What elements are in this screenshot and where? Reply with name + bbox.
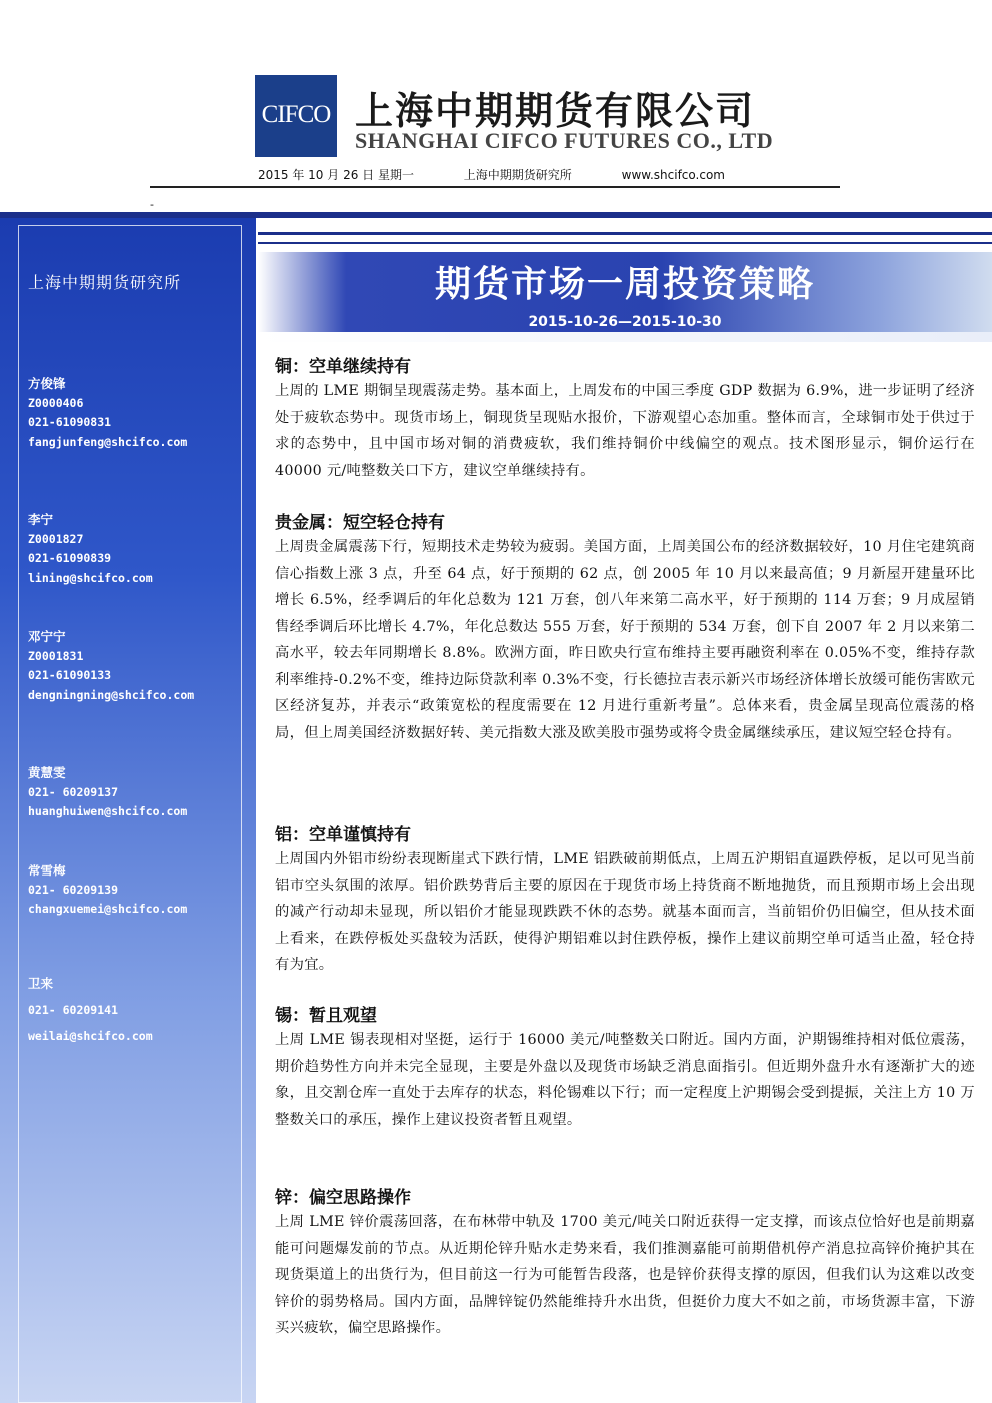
contact-phone: 021- 60209141 [28, 1002, 119, 1017]
contact-card [28, 861, 187, 920]
contact-name: 卫来 [28, 976, 54, 991]
contact-card [28, 974, 153, 1047]
section-heading: 铜：空单继续持有 [275, 357, 411, 377]
logo-text: CIFCO [261, 101, 331, 128]
company-logo [255, 75, 337, 157]
report-date: 2015 年 10 月 26 日 星期一 [258, 168, 414, 182]
contact-name: 李宁 [28, 512, 54, 527]
contact-email[interactable]: changxuemei@shcifco.com [28, 902, 188, 916]
contact-id: Z0001831 [28, 648, 84, 663]
report-date-range: 2015-10-26—2015-10-30 [528, 314, 722, 330]
sidebar-title: 上海中期期货研究所 [28, 273, 182, 292]
report-title: 期货市场一周投资策略 [434, 264, 815, 305]
section-body: 上周 LME 锡表现相对坚挺，运行于 16000 美元/吨整数关口附近。国内方面，沪期锡维持相对低位震荡，期价趋势性方向并未完全显现，主要是外盘以及现货市场缺乏消息面指引。但近期外盘升水有逐渐扩大的迹象，且交割仓库一直处于去库存的状态，料伦锡难以下行；而一定程度上沪期锡会受到提振，关注上方 10 万整数关口的承压，操作上建议投资者暂且观望。 [275, 1032, 975, 1128]
section-tin [275, 1005, 975, 1133]
header-info-line [258, 166, 735, 183]
contact-phone: 021- 60209139 [28, 882, 119, 897]
section-precious-metals [275, 512, 975, 746]
contact-card [28, 763, 187, 822]
institute-name: 上海中期期货研究所 [463, 168, 572, 182]
contact-phone: 021- 60209137 [28, 784, 119, 799]
contact-card [28, 627, 194, 705]
section-zinc [275, 1187, 975, 1342]
contact-card [28, 374, 187, 452]
contact-email[interactable]: dengningning@shcifco.com [28, 687, 195, 702]
header-divider [150, 186, 840, 188]
contact-email[interactable]: fangjunfeng@shcifco.com [28, 434, 188, 449]
section-body: 上周贵金属震荡下行，短期技术走势较为疲弱。美国方面，上周美国公布的经济数据较好，10 月住宅建筑商信心指数上涨 3 点，升至 64 点，好于预期的 62 点，创 2005 年 10 月以来最高值；9 月新屋开建量环比增长 6.5%，经季调后的年化总数为 121 万套，创八年来第二高水平，好于预期的 114 万套；9 月成屋销售经季调后环比增长 4.7%，年化总数达 555 万套，好于预期的 534 万套，创下自 2007 年 2 月以来第二高水平，较去年同期增长 8.8%。欧洲方面，昨日欧央行宣布维持主要再融资利率在 0.05%不变，维持存款利率维持-0.2%不变，维持边际贷款利率 0.3%不变，行长德拉吉表示新兴市场经济体增长放缓可能伤害欧元区经济复苏，并表示“政策宽松的程度需要在 12 月进行重新考量”。总体来看，贵金属呈现高位震荡的格局，但上周美国经济数据好转、美元指数大涨及欧美股市强势或将令贵金属继续承压，建议短空轻仓持有。 [275, 539, 975, 741]
contact-email[interactable]: huanghuiwen@shcifco.com [28, 804, 188, 818]
contact-name: 常雪梅 [28, 863, 66, 878]
sidebar-divider [256, 218, 258, 1403]
title-rule-second [258, 242, 992, 244]
section-heading: 锡：暂且观望 [275, 1006, 377, 1026]
contact-id: Z0001827 [28, 531, 84, 546]
company-name-en: SHANGHAI CIFCO FUTURES CO., LTD [355, 128, 774, 153]
contact-phone: 021-61090839 [28, 551, 112, 565]
contact-name: 方俊锋 [28, 376, 66, 391]
contact-name: 邓宁宁 [28, 629, 66, 644]
title-band-shadow [258, 332, 992, 342]
section-body: 上周国内外铝市纷纷表现断崖式下跌行情，LME 铝跌破前期低点，上周五沪期铝直逼跌停板，足以可见当前铝市空头氛围的浓厚。铝价跌势背后主要的原因在于现货市场上持货商不断地抛货，而且预期市场上会出现的减产行动却未显现，所以铝价才能显现跌跌不休的态势。就基本面而言，当前铝价仍旧偏空，但从技术面上看来，在跌停板处买盘较为活跃，使得沪期铝难以封住跌停板，操作上建议前期空单可适当止盈，轻仓持有为宜。 [275, 851, 975, 973]
section-aluminum [275, 824, 975, 979]
header-dash: - [150, 198, 154, 211]
contact-phone: 021-61090133 [28, 668, 112, 682]
contact-email[interactable]: weilai@shcifco.com [28, 1029, 153, 1043]
contact-name: 黄慧雯 [28, 765, 66, 780]
section-body: 上周 LME 锌价震荡回落，在布林带中轨及 1700 美元/吨关口附近获得一定支撑，而该点位恰好也是前期嘉能可问题爆发前的节点。从近期伦锌升贴水走势来看，我们推测嘉能可前期借机停产消息拉高锌价掩护其在现货渠道上的出货行为，但目前这一行为可能暂告段落，也是锌价获得支撑的原因，但我们认为这难以改变锌价的弱势格局。国内方面，品牌锌锭仍然能维持升水出货，但挺价力度大不如之前，市场货源丰富，下游买兴疲软，偏空思路操作。 [275, 1214, 975, 1336]
contact-email[interactable]: lining@shcifco.com [28, 570, 153, 585]
contact-phone: 021-61090831 [28, 415, 112, 429]
company-name-cn: 上海中期期货有限公司 [355, 89, 756, 133]
section-heading: 铝：空单谨慎持有 [275, 825, 411, 845]
website-link[interactable]: www.shcifco.com [621, 168, 725, 182]
title-rule-top [258, 232, 992, 235]
contact-id: Z0000406 [28, 395, 84, 410]
section-heading: 锌：偏空思路操作 [275, 1188, 411, 1208]
section-copper [275, 356, 975, 484]
section-body: 上周的 LME 期铜呈现震荡走势。基本面上，上周发布的中国三季度 GDP 数据为 6.9%，进一步证明了经济处于疲软态势中。现货市场上，铜现货呈现贴水报价，下游观望心态加重。整体而言，全球铜市处于供过于求的态势中，且中国市场对铜的消费疲软，我们维持铜价中线偏空的观点。技术图形显示，铜价运行在 40000 元/吨整数关口下方，建议空单继续持有。 [275, 383, 975, 479]
section-heading: 贵金属：短空轻仓持有 [275, 513, 445, 533]
contact-card [28, 510, 153, 588]
